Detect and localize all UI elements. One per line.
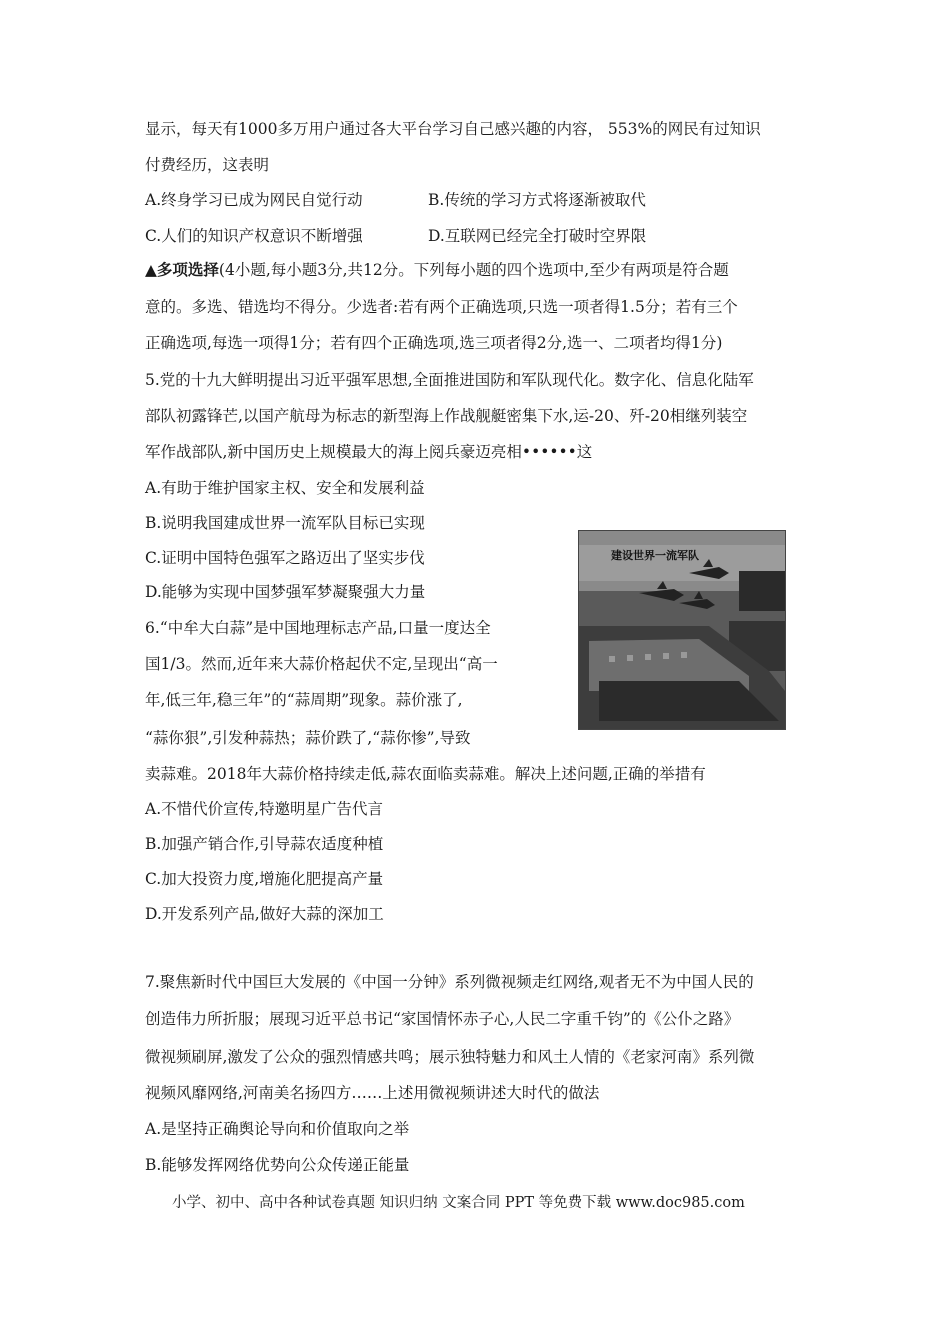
option-c: C.人们的知识产权意识不断增强	[145, 227, 363, 245]
photo-caption: 建设世界一流军队	[611, 549, 699, 562]
option-d: D.互联网已经完全打破时空界限	[428, 227, 647, 245]
question-7: 7.聚焦新时代中国巨大发展的《中国一分钟》系列微视频走红网络,观者无不为中国人民的	[145, 973, 754, 991]
question-5: 部队初露锋芒,以国产航母为标志的新型海上作战舰艇密集下水,运-20、歼-20相继列装空	[145, 407, 748, 425]
option-d: D.开发系列产品,做好大蒜的深加工	[145, 905, 384, 923]
question-6: “蒜你狠”,引发种蒜热；蒜价跌了,“蒜你惨”,导致	[145, 729, 471, 747]
option-c: C.加大投资力度,增施化肥提高产量	[145, 870, 384, 888]
option-c: C.证明中国特色强军之路迈出了坚实步伐	[145, 549, 425, 567]
question-6: 国1/3。然而,近年来大蒜价格起伏不定,呈现出“高一	[145, 655, 498, 673]
option-b: B.说明我国建成世界一流军队目标已实现	[145, 514, 425, 532]
question-7: 微视频刷屏,激发了公众的强烈情感共鸣；展示独特魅力和风土人情的《老家河南》系列微	[145, 1048, 755, 1066]
military-photo	[578, 530, 786, 730]
option-a: A.终身学习已成为网民自觉行动	[145, 191, 363, 209]
section-instructions: 正确选项,每选一项得1分；若有四个正确选项,选三项者得2分,选一、二项者均得1分)	[145, 334, 723, 352]
section-instructions: 意的。多选、错选均不得分。少选者:若有两个正确选项,只选一项者得1.5分；若有三个	[145, 298, 738, 316]
section-instructions: (4小题,每小题3分,共12分。下列每小题的四个选项中,至少有两项是符合题	[218, 261, 729, 279]
question-6: 卖蒜难。2018年大蒜价格持续走低,蒜农面临卖蒜难。解决上述问题,正确的举措有	[145, 765, 706, 783]
question-6: 年,低三年,稳三年”的“蒜周期”现象。蒜价涨了,	[145, 691, 463, 709]
option-a: A.是坚持正确舆论导向和价值取向之举	[145, 1120, 410, 1138]
question-6: 6.“中牟大白蒜”是中国地理标志产品,口量一度达全	[145, 619, 491, 637]
section-heading	[145, 260, 729, 280]
question-7: 视频风靡网络,河南美名扬四方……上述用微视频讲述大时代的做法	[145, 1084, 600, 1102]
text-line: 付费经历，这表明	[145, 156, 270, 174]
option-b: B.能够发挥网络优势向公众传递正能量	[145, 1156, 410, 1174]
option-d: D.能够为实现中国梦强军梦凝聚强大力量	[145, 583, 426, 601]
option-b: B.加强产销合作,引导蒜农适度种植	[145, 835, 384, 853]
footer-text: 小学、初中、高中各种试卷真题 知识归纳 文案合同 PPT 等免费下载 www.doc985.com	[172, 1195, 745, 1211]
question-7: 创造伟力所折服；展现习近平总书记“家国情怀赤子心,人民二字重千钧”的《公仆之路》	[145, 1010, 740, 1028]
option-b: B.传统的学习方式将逐渐被取代	[428, 191, 646, 209]
question-5: 5.党的十九大鲜明提出习近平强军思想,全面推进国防和军队现代化。数字化、信息化陆军	[145, 371, 754, 389]
question-5: 军作战部队,新中国历史上规模最大的海上阅兵豪迈亮相••••••这	[145, 443, 593, 461]
text-line: 显示，每天有1000多万用户通过各大平台学习自己感兴趣的内容， 553%的网民有过知识	[145, 120, 761, 138]
option-a: A.有助于维护国家主权、安全和发展利益	[145, 479, 425, 497]
section-title: ▲多项选择	[145, 260, 219, 279]
option-a: A.不惜代价宣传,特邀明星广告代言	[145, 800, 384, 818]
